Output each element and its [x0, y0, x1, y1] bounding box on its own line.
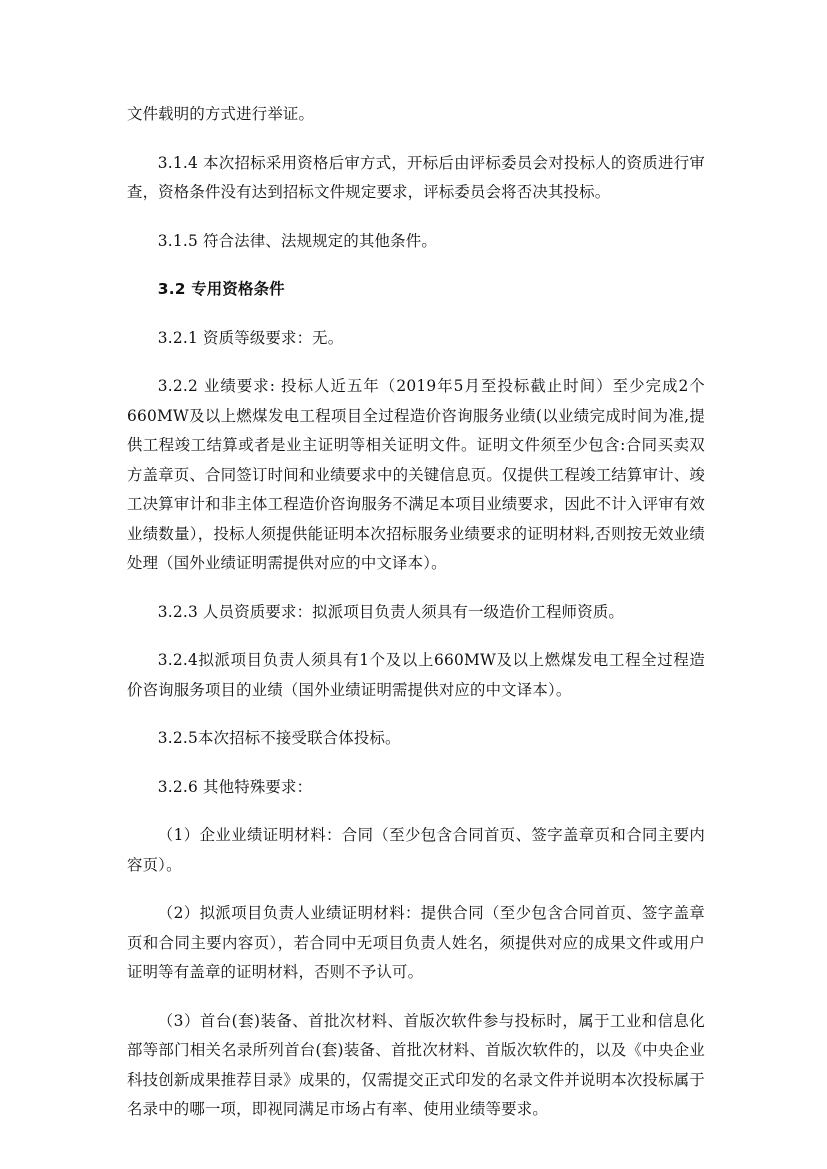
list-item-2: （2）拟派项目负责人业绩证明材料：提供合同（至少包含合同首页、签字盖章页和合同主要内容页），若合同中无项目负责人姓名，须提供对应的成果文件或用户证明等有盖章的证明材料，否则不予认可。 [127, 904, 705, 981]
paragraph-3-1-4: 3.1.4 本次招标采用资格后审方式，开标后由评标委员会对投标人的资质进行审查，资格条件没有达到招标文件规定要求，评标委员会将否决其投标。 [127, 153, 705, 201]
paragraph-3-2-5: 3.2.5本次招标不接受联合体投标。 [157, 729, 401, 747]
list-item-1: （1）企业业绩证明材料：合同（至少包含合同首页、签字盖章页和合同主要内容页）。 [127, 826, 705, 874]
paragraph-3-1-5: 3.1.5 符合法律、法规规定的其他条件。 [157, 231, 437, 250]
paragraph-3-2-4: 3.2.4拟派项目负责人须具有1个及以上660MW及以上燃煤发电工程全过程造价咨询服务项目的业绩（国外业绩证明需提供对应的中文译本）。 [127, 651, 705, 699]
paragraph-3-2-3: 3.2.3 人员资质要求：拟派项目负责人须具有一级造价工程师资质。 [157, 602, 624, 621]
document-body [127, 100, 705, 1144]
paragraph-3-2-6: 3.2.6 其他特殊要求： [157, 777, 313, 796]
list-item-3: （3）首台(套)装备、首批次材料、首版次软件参与投标时，属于工业和信息化部等部门相关名录所列首台(套)装备、首批次材料、首版次软件的，以及《中央企业科技创新成果推荐目录》成果的，仅需提交正式印发的名录文件并说明本次投标属于名录中的哪一项，即视同满足市场占有率、使用业绩等要求。 [127, 1011, 705, 1118]
section-heading-3-2: 3.2 专用资格条件 [157, 280, 285, 298]
paragraph-continuation: 文件载明的方式进行举证。 [127, 105, 315, 123]
paragraph-3-2-1: 3.2.1 资质等级要求：无。 [157, 328, 344, 347]
paragraph-3-2-2: 3.2.2 业绩要求: 投标人近五年（2019年5月至投标截止时间）至少完成2个660MW及以上燃煤发电工程项目全过程造价咨询服务业绩(以业绩完成时间为准,提供工程竣工结算或者是业主证明等相关证明文件。证明文件须至少包含:合同买卖双方盖章页、合同签订时间和业绩要求中的关键信息页。仅提供工程竣工结算审计、竣工决算审计和非主体工程造价咨询服务不满足本项目业绩要求，因此不计入评审有效业绩数量），投标人须提供能证明本次招标服务业绩要求的证明材料,否则按无效业绩处理（国外业绩证明需提供对应的中文译本）。 [127, 377, 705, 572]
